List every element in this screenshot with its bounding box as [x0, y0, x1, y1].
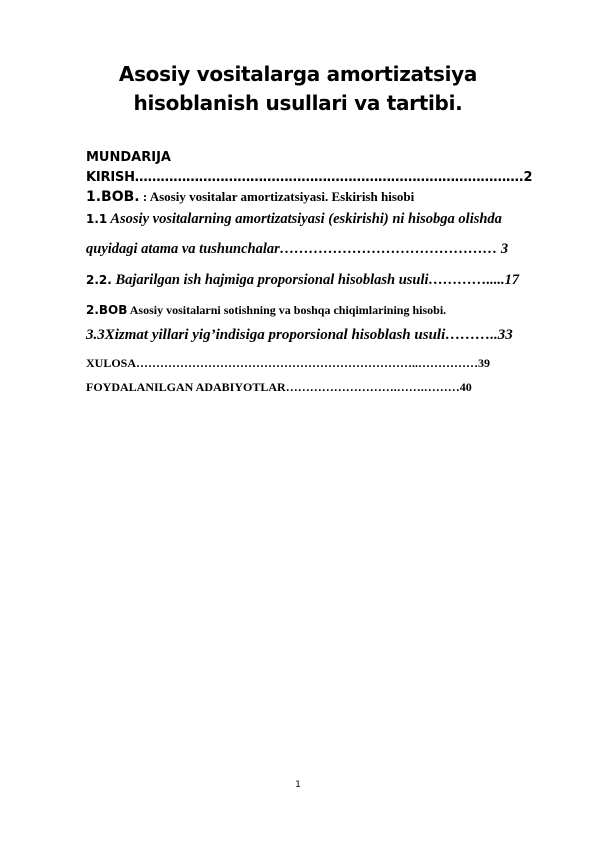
toc-entry-bob2: [86, 301, 446, 319]
toc-entry-1-1-continued: quyidagi atama va tushunchalar……………………………………… 3: [86, 241, 509, 257]
title-line-2: hisoblanish usullari va tartibi.: [133, 91, 463, 115]
toc-entry-bob1: [86, 188, 414, 206]
toc-entry-xulosa: XULOSA……………………………………………………………..……………39: [86, 356, 491, 370]
toc-entry-prefix: 1.1: [86, 212, 108, 226]
toc-entry-adabiyotlar: FOYDALANILGAN ADABIYOTLAR……………………….…….………40: [86, 380, 472, 394]
toc-entry-1-1: [86, 210, 502, 228]
toc-entry-text: Bajarilgan ish hajmiga proporsional hisoblash usuli………….....17: [111, 272, 520, 288]
toc-entry-3-3: 3.3Xizmat yillari yig’indisiga proporsional hisoblash usuli………..33: [86, 327, 513, 343]
toc-entry-text: : Asosiy vositalar amortizatsiyasi. Eskirish hisobi: [139, 189, 415, 204]
toc-entry-text: Asosiy vositalarning amortizatsiyasi (eskirishi) ni hisobga olishda: [107, 211, 502, 227]
toc-entry-kirish: KIRISH……………………………………………………………………………….2: [86, 170, 533, 185]
toc-entry-prefix: 2.BOB: [86, 303, 128, 317]
toc-entry-prefix: 2.2.: [86, 273, 112, 287]
toc-entry-2-2: [86, 271, 519, 289]
toc-entry-text: Asosiy vositalarni sotishning va boshqa chiqimlarining hisobi.: [127, 303, 447, 317]
contents-heading: MUNDARIJA: [86, 150, 171, 165]
toc-entry-prefix: 1.BOB.: [86, 189, 140, 205]
title-line-1: Asosiy vositalarga amortizatsiya: [118, 62, 478, 86]
document-title: [80, 60, 516, 118]
page-number: 1: [295, 780, 301, 790]
